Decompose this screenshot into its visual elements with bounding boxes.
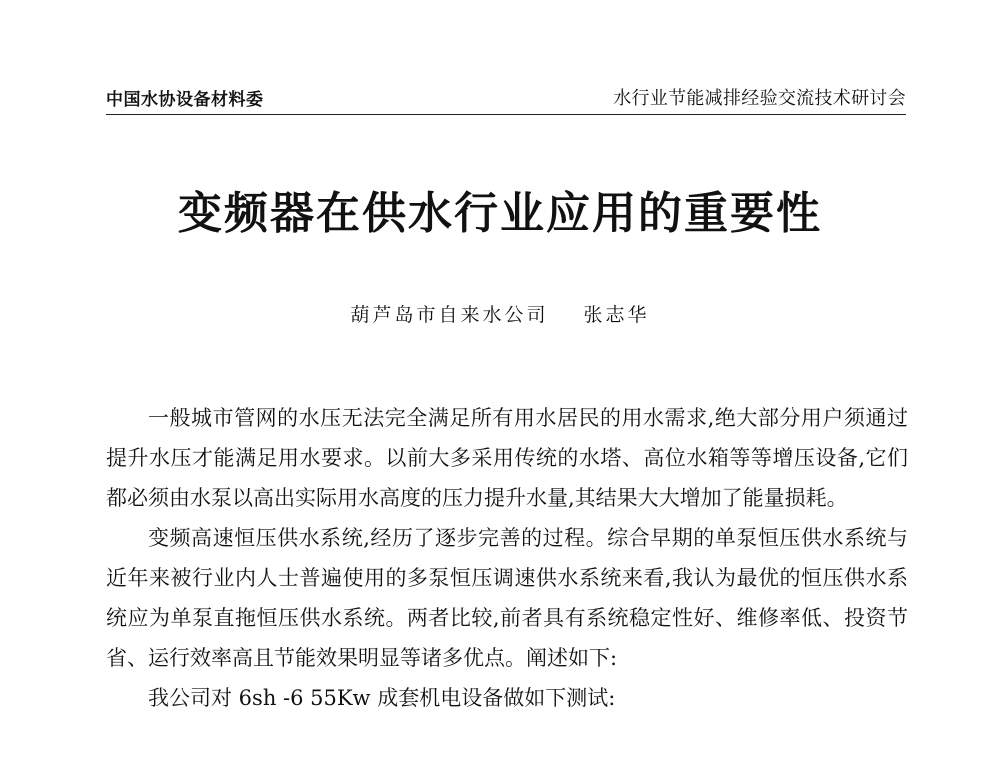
header-right-text: 水行业节能减排经验交流技术研讨会 — [613, 88, 906, 109]
author-name: 张志华 — [583, 304, 650, 326]
body-paragraph: 我公司对 6sh -6 55Kw 成套机电设备做如下测试: — [148, 686, 616, 710]
byline — [0, 300, 1000, 327]
body-paragraph: 变频高速恒压供水系统,经历了逐步完善的过程。综合早期的单泵恒压供水系统与近年来被行业内人士普遍使用的多泵恒压调速供水系统来看,我认为最优的恒压供水系统应为单泵直拖恒压供水系统。两者比较,前者具有系统稳定性好、维修率低、投资节省、运行效率高且节能效果明显等诸多优点。阐述如下: — [106, 526, 908, 670]
body-paragraph: 一般城市管网的水压无法完全满足所有用水居民的用水需求,绝大部分用户须通过提升水压才能满足用水要求。以前大多采用传统的水塔、高位水箱等等增压设备,它们都必须由水泵以高出实际用水高度的压力提升水量,其结果大大增加了能量损耗。 — [106, 406, 908, 510]
running-header — [106, 84, 906, 115]
article-title: 变频器在供水行业应用的重要性 — [178, 188, 822, 239]
article-body — [106, 398, 908, 718]
header-left-text: 中国水协设备材料委 — [106, 90, 264, 110]
author-organization: 葫芦岛市自来水公司 — [350, 304, 549, 326]
